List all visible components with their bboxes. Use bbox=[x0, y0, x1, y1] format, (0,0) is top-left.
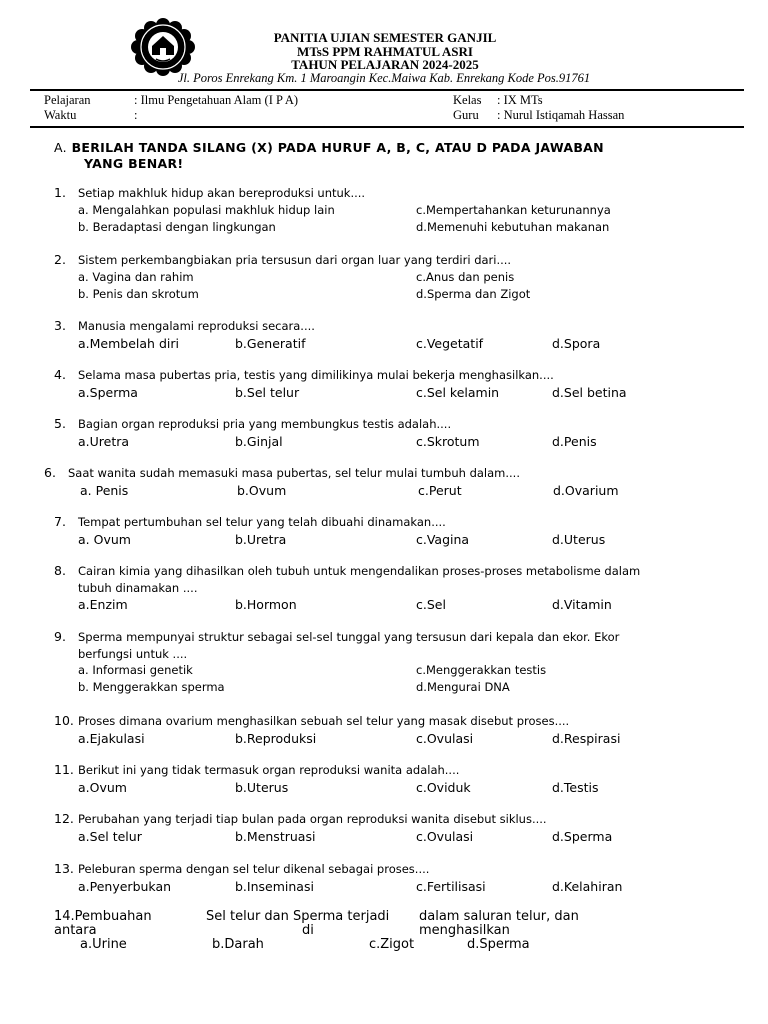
question-4-option-b: b.Sel telur bbox=[235, 385, 300, 400]
question-13-option-d: d.Kelahiran bbox=[552, 879, 623, 894]
q14-text-4: antara bbox=[54, 923, 97, 938]
question-4-option-c: c.Sel kelamin bbox=[416, 385, 500, 400]
question-2-number: 2. bbox=[54, 252, 66, 267]
header-committee: PANITIA UJIAN SEMESTER GANJIL bbox=[273, 30, 497, 45]
question-5-option-a: a.Uretra bbox=[78, 434, 130, 449]
question-3-option-d: d.Spora bbox=[552, 336, 601, 351]
question-2-option-a: a. Vagina dan rahim bbox=[78, 270, 194, 284]
question-2-option-d: d.Sperma dan Zigot bbox=[416, 287, 531, 301]
question-1-text: Setiap makhluk hidup akan bereproduksi untuk.... bbox=[78, 186, 366, 200]
question-8-text-cont: tubuh dinamakan .... bbox=[78, 581, 198, 595]
q14-option-a: a.Urine bbox=[80, 937, 127, 952]
question-12-option-b: b.Menstruasi bbox=[235, 829, 316, 844]
q14-text-6: menghasilkan bbox=[419, 923, 510, 938]
q14-option-c: c.Zigot bbox=[369, 937, 415, 952]
question-1-number: 1. bbox=[54, 185, 66, 200]
question-1-option-c: c.Mempertahankan keturunannya bbox=[416, 203, 611, 217]
question-8-text: Cairan kimia yang dihasilkan oleh tubuh untuk mengendalikan proses-proses metabolisme dalam bbox=[78, 564, 641, 578]
question-7-option-b: b.Uretra bbox=[235, 532, 287, 547]
teacher-value: : Nurul Istiqamah Hassan bbox=[497, 108, 625, 122]
header-academic-year: TAHUN PELAJARAN 2024-2025 bbox=[291, 57, 479, 72]
question-11-number: 11. bbox=[54, 762, 74, 777]
question-7-option-c: c.Vagina bbox=[416, 532, 470, 547]
question-13-number: 13. bbox=[54, 861, 74, 876]
question-12-text: Perubahan yang terjadi tiap bulan pada organ reproduksi wanita disebut siklus.... bbox=[78, 812, 547, 826]
question-6-number: 6. bbox=[44, 465, 56, 480]
subject-value: : Ilmu Pengetahuan Alam (I P A) bbox=[134, 93, 299, 107]
question-9-text-cont: berfungsi untuk .... bbox=[78, 647, 188, 661]
instruction-letter: A. bbox=[54, 140, 67, 155]
question-4-text: Selama masa pubertas pria, testis yang dimilikinya mulai bekerja menghasilkan.... bbox=[78, 368, 554, 382]
instruction bbox=[54, 140, 714, 172]
question-11-text: Berikut ini yang tidak termasuk organ reproduksi wanita adalah.... bbox=[78, 763, 460, 777]
q14-text-2: Sel telur dan Sperma terjadi bbox=[206, 909, 390, 924]
school-logo-icon bbox=[130, 16, 196, 76]
question-11-option-a: a.Ovum bbox=[78, 780, 127, 795]
instruction-line1: BERILAH TANDA SILANG (X) PADA HURUF A, B, C, ATAU D PADA JAWABAN bbox=[71, 140, 604, 155]
question-7-text: Tempat pertumbuhan sel telur yang telah dibuahi dinamakan.... bbox=[78, 515, 446, 529]
q14-text-1: 14.Pembuahan bbox=[54, 909, 152, 924]
question-5-text: Bagian organ reproduksi pria yang membungkus testis adalah.... bbox=[78, 417, 452, 431]
question-8-number: 8. bbox=[54, 563, 66, 578]
question-8-option-a: a.Enzim bbox=[78, 597, 128, 612]
question-7-number: 7. bbox=[54, 514, 66, 529]
question-3-number: 3. bbox=[54, 318, 66, 333]
class-value: : IX MTs bbox=[497, 93, 543, 107]
question-12-number: 12. bbox=[54, 811, 74, 826]
q14-text-3: dalam saluran telur, dan bbox=[419, 909, 579, 924]
question-3-option-c: c.Vegetatif bbox=[416, 336, 484, 351]
question-4-option-a: a.Sperma bbox=[78, 385, 138, 400]
question-6-option-d: d.Ovarium bbox=[553, 483, 619, 498]
question-6-text: Saat wanita sudah memasuki masa pubertas, sel telur mulai tumbuh dalam.... bbox=[68, 466, 520, 480]
question-8-option-d: d.Vitamin bbox=[552, 597, 612, 612]
question-1-option-a: a. Mengalahkan populasi makhluk hidup lain bbox=[78, 203, 335, 217]
instruction-line2: YANG BENAR! bbox=[84, 156, 184, 171]
question-5-number: 5. bbox=[54, 416, 66, 431]
question-10-text: Proses dimana ovarium menghasilkan sebuah sel telur yang masak disebut proses.... bbox=[78, 714, 570, 728]
question-5-option-c: c.Skrotum bbox=[416, 434, 480, 449]
question-1-option-b: b. Beradaptasi dengan lingkungan bbox=[78, 220, 276, 234]
teacher-label: Guru bbox=[453, 108, 479, 122]
question-3-option-a: a.Membelah diri bbox=[78, 336, 179, 351]
q14-option-d: d.Sperma bbox=[467, 937, 530, 952]
question-6-option-a: a. Penis bbox=[80, 483, 129, 498]
time-label: Waktu bbox=[44, 108, 77, 122]
subject-label: Pelajaran bbox=[44, 93, 91, 107]
question-3-text: Manusia mengalami reproduksi secara.... bbox=[78, 319, 315, 333]
time-value: : bbox=[134, 108, 138, 122]
question-1-option-d: d.Memenuhi kebutuhan makanan bbox=[416, 220, 610, 234]
question-9-text: Sperma mempunyai struktur sebagai sel-sel tunggal yang tersusun dari kepala dan ekor. Ekor bbox=[78, 630, 620, 644]
question-13-option-c: c.Fertilisasi bbox=[416, 879, 486, 894]
question-4-number: 4. bbox=[54, 367, 66, 382]
question-6-option-b: b.Ovum bbox=[237, 483, 287, 498]
question-13-text: Peleburan sperma dengan sel telur dikenal sebagai proses.... bbox=[78, 862, 430, 876]
question-11-option-d: d.Testis bbox=[552, 780, 599, 795]
q14-option-b: b.Darah bbox=[212, 937, 264, 952]
question-7-option-a: a. Ovum bbox=[78, 532, 131, 547]
question-2-option-c: c.Anus dan penis bbox=[416, 270, 515, 284]
class-label: Kelas bbox=[453, 93, 482, 107]
header-school-name: MTsS PPM RAHMATUL ASRI bbox=[297, 44, 473, 59]
header-divider-top bbox=[30, 89, 744, 91]
question-6-option-c: c.Perut bbox=[418, 483, 462, 498]
question-10-number: 10. bbox=[54, 713, 74, 728]
question-5-option-d: d.Penis bbox=[552, 434, 597, 449]
question-12-option-c: c.Ovulasi bbox=[416, 829, 474, 844]
question-5-option-b: b.Ginjal bbox=[235, 434, 283, 449]
question-11-option-c: c.Oviduk bbox=[416, 780, 471, 795]
question-10-option-d: d.Respirasi bbox=[552, 731, 621, 746]
header-address: Jl. Poros Enrekang Km. 1 Maroangin Kec.Maiwa Kab. Enrekang Kode Pos.91761 bbox=[177, 71, 591, 85]
question-9-number: 9. bbox=[54, 629, 66, 644]
question-9-option-d: d.Mengurai DNA bbox=[416, 680, 510, 694]
question-2-text: Sistem perkembangbiakan pria tersusun dari organ luar yang terdiri dari.... bbox=[78, 253, 512, 267]
question-13-option-b: b.Inseminasi bbox=[235, 879, 314, 894]
question-2-option-b: b. Penis dan skrotum bbox=[78, 287, 199, 301]
question-9-option-c: c.Menggerakkan testis bbox=[416, 663, 547, 677]
question-7-option-d: d.Uterus bbox=[552, 532, 606, 547]
question-12-option-d: d.Sperma bbox=[552, 829, 613, 844]
question-12-option-a: a.Sel telur bbox=[78, 829, 142, 844]
question-10-option-a: a.Ejakulasi bbox=[78, 731, 145, 746]
question-10-option-b: b.Reproduksi bbox=[235, 731, 317, 746]
question-11-option-b: b.Uterus bbox=[235, 780, 289, 795]
question-13-option-a: a.Penyerbukan bbox=[78, 879, 172, 894]
question-9-option-a: a. Informasi genetik bbox=[78, 663, 193, 677]
question-9-option-b: b. Menggerakkan sperma bbox=[78, 680, 225, 694]
q14-text-5: di bbox=[302, 923, 314, 938]
header-divider-bottom bbox=[30, 126, 744, 128]
question-10-option-c: c.Ovulasi bbox=[416, 731, 474, 746]
question-8-option-b: b.Hormon bbox=[235, 597, 297, 612]
question-4-option-d: d.Sel betina bbox=[552, 385, 627, 400]
question-8-option-c: c.Sel bbox=[416, 597, 446, 612]
question-3-option-b: b.Generatif bbox=[235, 336, 306, 351]
